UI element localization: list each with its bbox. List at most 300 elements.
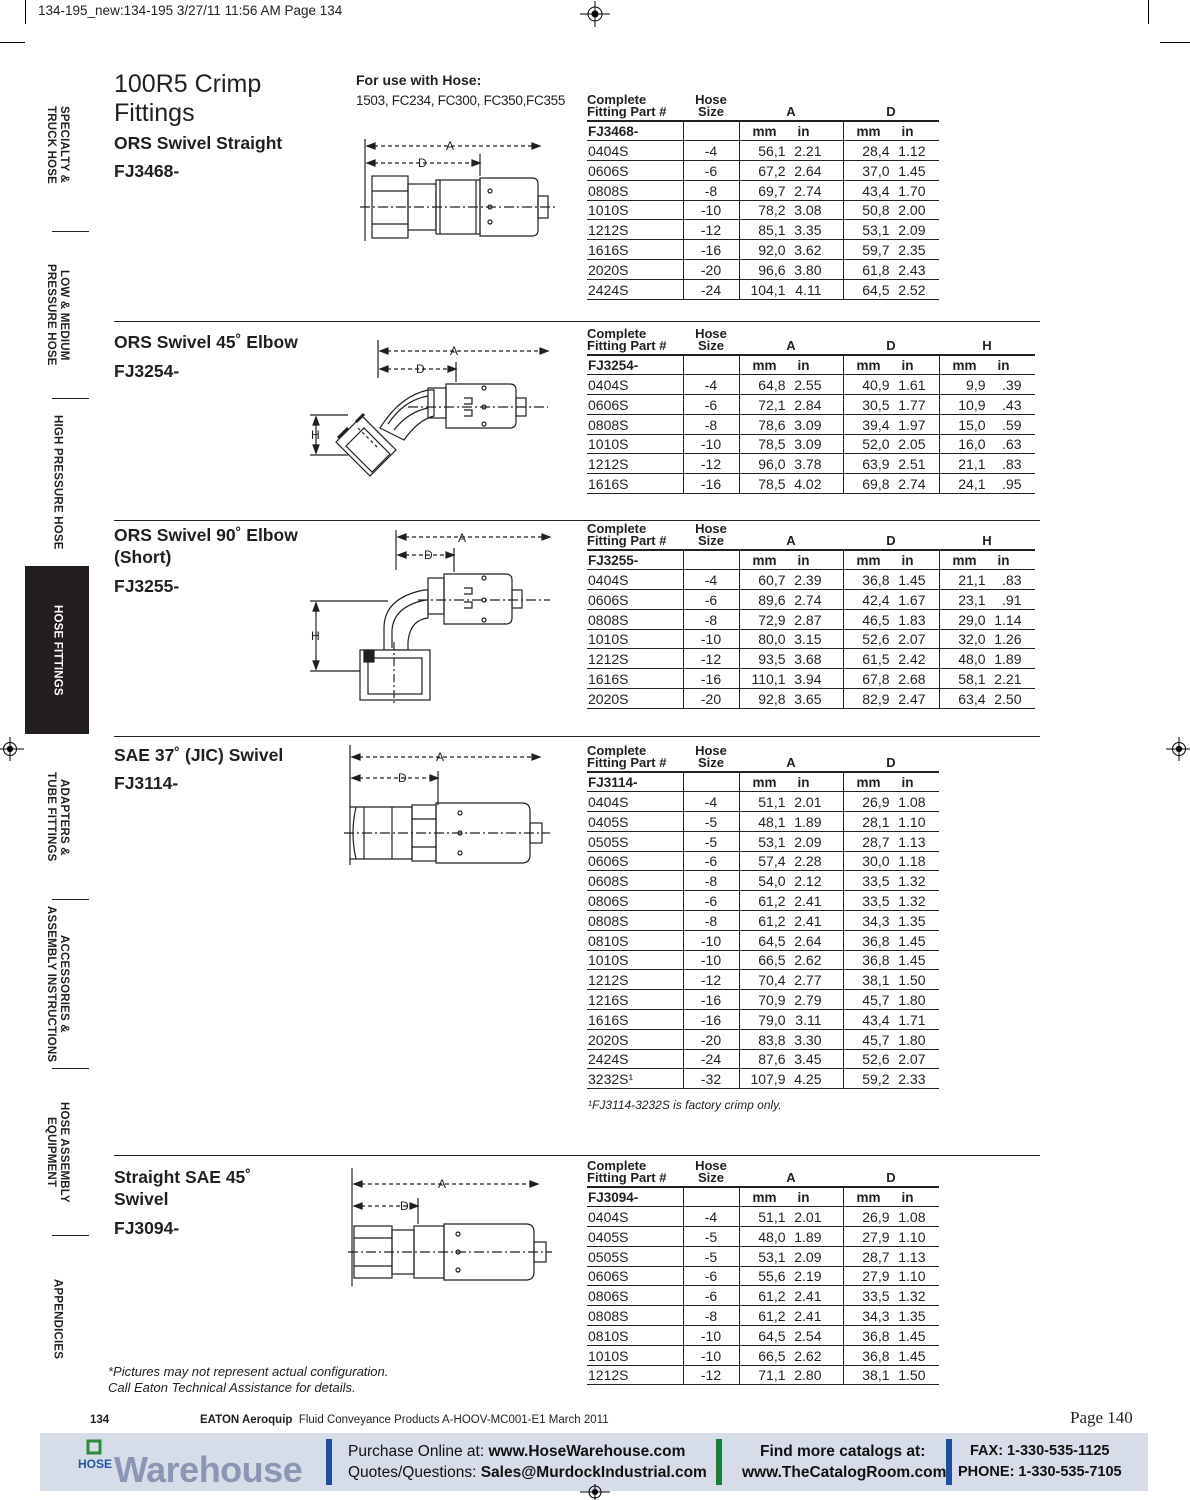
- value-mm: 85,1: [758, 222, 786, 239]
- units-size-cell: [683, 772, 739, 792]
- units-size-cell: [683, 355, 739, 375]
- section-title: ORS Swivel Straight: [114, 133, 283, 153]
- hose-size: -8: [683, 871, 739, 891]
- hose-size: -12: [683, 454, 739, 474]
- dim-h: [939, 590, 1035, 610]
- hose-size: -8: [683, 414, 739, 434]
- value-in: 3.62: [794, 242, 822, 259]
- value-mm: 33,5: [862, 873, 890, 890]
- value-mm: 45,7: [862, 1031, 890, 1048]
- value-in: 2.42: [898, 651, 926, 668]
- value-mm: 79,0: [758, 1011, 786, 1028]
- side-tab-adapters[interactable]: [25, 735, 89, 899]
- dim-a: [739, 669, 843, 689]
- dim-d: [843, 1345, 939, 1365]
- fitting-drawing-ors-90-elbow: [308, 530, 556, 710]
- value-in: 2.64: [794, 162, 822, 179]
- fitting-drawing-ors-straight: [360, 136, 560, 246]
- dim-a: [739, 629, 843, 649]
- units-row: [587, 121, 939, 141]
- value-mm: 78,5: [758, 436, 786, 453]
- catalog-line: [200, 1414, 609, 1426]
- value-in: 1.13: [898, 1248, 926, 1265]
- col-header-d: D: [843, 745, 939, 772]
- part-suffix: 0808S: [587, 414, 683, 434]
- hose-size: -6: [683, 590, 739, 610]
- value-in: 1.45: [898, 162, 926, 179]
- hose-size: -16: [683, 669, 739, 689]
- value-in: 1.32: [898, 873, 926, 890]
- page-title: 100R5 Crimp Fittings: [114, 70, 262, 127]
- table-row: [587, 1010, 939, 1030]
- section-title: ORS Swivel 90˚ Elbow (Short): [114, 525, 298, 567]
- value-in: 1.45: [898, 932, 926, 949]
- dim-a: [739, 609, 843, 629]
- dim-d: [843, 1306, 939, 1326]
- units-size-cell: [683, 121, 739, 141]
- dim-d: [843, 590, 939, 610]
- table-row: [587, 414, 1035, 434]
- hose-size: -8: [683, 1306, 739, 1326]
- value-mm: 28,7: [862, 1248, 890, 1265]
- hose-size: -6: [683, 1286, 739, 1306]
- table-row: [587, 1207, 939, 1227]
- dim-a: [739, 1266, 843, 1286]
- part-suffix: 0404S: [587, 1207, 683, 1227]
- dim-a: [739, 990, 843, 1010]
- value-in: 1.12: [898, 143, 926, 160]
- units-cell: [739, 550, 843, 570]
- table-row: [587, 590, 1035, 610]
- part-suffix: 0806S: [587, 891, 683, 911]
- dim-d: [843, 792, 939, 812]
- value-mm: 24,1: [958, 476, 986, 493]
- dim-a: [739, 200, 843, 220]
- side-tab-hose-fittings[interactable]: [25, 566, 89, 734]
- unit-in: in: [797, 1190, 810, 1206]
- value-in: 1.32: [898, 1288, 926, 1305]
- value-mm: 38,1: [862, 1367, 890, 1384]
- dim-d: [843, 1246, 939, 1266]
- catalogs-link[interactable]: www.TheCatalogRoom.com: [742, 1464, 947, 1481]
- value-mm: 43,4: [862, 182, 890, 199]
- dim-h: [939, 689, 1035, 709]
- fitting-table-fj3114: [587, 745, 939, 1089]
- value-in: 2.68: [898, 671, 926, 688]
- value-mm: 78,5: [758, 476, 786, 493]
- units-cell: [739, 355, 843, 375]
- value-in: 3.65: [794, 690, 822, 707]
- part-suffix: 1010S: [587, 200, 683, 220]
- value-in: 1.26: [994, 631, 1022, 648]
- hose-size: -20: [683, 689, 739, 709]
- value-in: 4.25: [794, 1071, 822, 1088]
- value-in: 2.64: [794, 932, 822, 949]
- table-row: [587, 240, 939, 260]
- value-mm: 34,3: [862, 1308, 890, 1325]
- part-prefix: FJ3114-: [587, 772, 683, 792]
- value-in: 3.11: [795, 1011, 822, 1028]
- units-row: [587, 1187, 939, 1207]
- table-row: [587, 990, 939, 1010]
- value-mm: 82,9: [862, 690, 890, 707]
- value-mm: 96,6: [758, 261, 786, 278]
- unit-in: in: [997, 553, 1010, 569]
- value-mm: 38,1: [862, 972, 890, 989]
- value-in: 1.14: [994, 611, 1022, 628]
- table-row: [587, 1049, 939, 1069]
- table-row: [587, 454, 1035, 474]
- value-in: 3.68: [794, 651, 822, 668]
- part-suffix: 0810S: [587, 930, 683, 950]
- part-suffix: 0806S: [587, 1286, 683, 1306]
- units-cell: [843, 772, 939, 792]
- hose-list: 1503, FC234, FC300, FC350,FC355: [356, 93, 566, 108]
- unit-mm: mm: [752, 1190, 777, 1206]
- dimension-label-h: H: [311, 629, 320, 643]
- value-in: 2.52: [898, 281, 926, 298]
- dim-d: [843, 851, 939, 871]
- value-mm: 53,1: [758, 1248, 786, 1265]
- dim-d: [843, 240, 939, 260]
- dim-d: [843, 990, 939, 1010]
- value-in: 2.87: [794, 611, 822, 628]
- col-header-d: D: [843, 94, 939, 121]
- hose-size: -10: [683, 629, 739, 649]
- value-mm: 64,5: [862, 281, 890, 298]
- table-row: [587, 609, 1035, 629]
- value-in: 2.35: [898, 242, 926, 259]
- units-cell: [739, 121, 843, 141]
- dimension-label-a: A: [438, 1177, 447, 1191]
- dimension-label-d: D: [416, 362, 425, 376]
- part-suffix: 0404S: [587, 570, 683, 590]
- value-mm: 28,4: [862, 143, 890, 160]
- value-in: 1.67: [898, 591, 926, 608]
- value-mm: 67,2: [758, 162, 786, 179]
- hose-size: -10: [683, 1345, 739, 1365]
- value-mm: 46,5: [862, 611, 890, 628]
- table-row: [587, 260, 939, 280]
- value-in: 2.54: [794, 1327, 822, 1344]
- dim-d: [843, 812, 939, 832]
- value-in: 2.41: [794, 1308, 822, 1325]
- logo-big-text: Warehouse: [114, 1449, 303, 1490]
- registration-mark-icon: [1166, 734, 1190, 764]
- table-row: [587, 180, 939, 200]
- value-mm: 27,9: [862, 1228, 890, 1245]
- table-row: [587, 629, 1035, 649]
- value-in: 2.51: [898, 456, 926, 473]
- crop-mark: [1148, 0, 1149, 24]
- dim-h: [939, 649, 1035, 669]
- value-mm: 69,8: [862, 476, 890, 493]
- value-mm: 64,5: [758, 932, 786, 949]
- part-prefix: FJ3254-: [587, 355, 683, 375]
- units-size-cell: [683, 1187, 739, 1207]
- value-mm: 28,7: [862, 833, 890, 850]
- catalog-info: Fluid Conveyance Products A-HOOV-MC001-E1 March 2011: [298, 1414, 609, 1426]
- dim-d: [843, 970, 939, 990]
- unit-in: in: [797, 124, 810, 140]
- value-in: 2.05: [898, 436, 926, 453]
- value-mm: 80,0: [758, 631, 786, 648]
- value-in: 1.50: [898, 1367, 926, 1384]
- value-mm: 64,8: [758, 377, 786, 394]
- table-row: [587, 812, 939, 832]
- table-row: [587, 570, 1035, 590]
- part-suffix: 0808S: [587, 609, 683, 629]
- dim-h: [939, 609, 1035, 629]
- value-mm: 26,9: [862, 794, 890, 811]
- value-mm: 50,8: [862, 202, 890, 219]
- dim-a: [739, 375, 843, 395]
- part-suffix: 3232S¹: [587, 1069, 683, 1089]
- fitting-table-fj3255: [587, 523, 1035, 709]
- table-row: [587, 1266, 939, 1286]
- part-suffix: 1212S: [587, 970, 683, 990]
- value-mm: 10,9: [958, 396, 986, 413]
- registration-mark-icon: [580, 1, 610, 27]
- disclaimer: *Pictures may not represent actual configuration. Call Eaton Technical Assistance for details.: [108, 1364, 389, 1395]
- dim-a: [739, 871, 843, 891]
- value-in: 2.21: [994, 671, 1022, 688]
- value-in: 2.43: [898, 261, 926, 278]
- dim-d: [843, 1266, 939, 1286]
- section-divider: [114, 736, 1040, 737]
- quotes-email-link[interactable]: Sales@MurdockIndustrial.com: [480, 1464, 707, 1481]
- value-in: 2.41: [794, 1288, 822, 1305]
- dim-d: [843, 871, 939, 891]
- dimension-label-a: A: [450, 344, 459, 358]
- value-in: 2.74: [794, 182, 822, 199]
- phone-number[interactable]: PHONE: 1-330-535-7105: [958, 1464, 1122, 1480]
- value-mm: 72,9: [758, 611, 786, 628]
- dim-a: [739, 1345, 843, 1365]
- units-cell: [843, 355, 939, 375]
- dim-a: [739, 970, 843, 990]
- dim-a: [739, 1010, 843, 1030]
- fitting-table-fj3468: [587, 94, 939, 300]
- units-cell: [843, 121, 939, 141]
- hose-size: -10: [683, 434, 739, 454]
- unit-mm: mm: [752, 553, 777, 569]
- table-footnote: ¹FJ3114-3232S is factory crimp only.: [588, 1098, 782, 1112]
- units-cell: [739, 772, 843, 792]
- value-mm: 61,5: [862, 651, 890, 668]
- part-suffix: 1616S: [587, 669, 683, 689]
- table-row: [587, 220, 939, 240]
- part-suffix: 2020S: [587, 689, 683, 709]
- value-in: 2.07: [898, 1051, 926, 1068]
- unit-in: in: [797, 553, 810, 569]
- side-tab-label: APPENDICIES: [51, 1278, 64, 1360]
- dim-a: [739, 240, 843, 260]
- value-in: 3.30: [794, 1031, 822, 1048]
- value-mm: 67,8: [862, 671, 890, 688]
- value-in: 1.89: [994, 651, 1022, 668]
- part-suffix: 1616S: [587, 240, 683, 260]
- hose-size: -4: [683, 570, 739, 590]
- dim-a: [739, 649, 843, 669]
- unit-mm: mm: [752, 358, 777, 374]
- hose-size: -20: [683, 1029, 739, 1049]
- quotes-line: [348, 1462, 707, 1483]
- unit-mm: mm: [856, 124, 881, 140]
- col-header-part: Complete Fitting Part #: [587, 328, 683, 355]
- dim-d: [843, 260, 939, 280]
- col-header-a: A: [739, 745, 843, 772]
- side-tab-label: HOSE FITTINGS: [51, 604, 64, 696]
- value-mm: 59,2: [862, 1071, 890, 1088]
- table-row: [587, 1286, 939, 1306]
- value-mm: 63,9: [862, 456, 890, 473]
- value-in: .83: [1002, 572, 1022, 589]
- dim-a: [739, 1306, 843, 1326]
- logo-small-text: HOSE: [78, 1457, 113, 1471]
- value-in: 4.11: [795, 281, 822, 298]
- table-row: [587, 1246, 939, 1266]
- value-in: 1.10: [898, 1268, 926, 1285]
- dim-a: [739, 950, 843, 970]
- value-in: 1.71: [898, 1011, 926, 1028]
- col-header-d: D: [843, 1160, 939, 1187]
- page-number: 134: [90, 1414, 110, 1426]
- dim-d: [843, 1365, 939, 1385]
- value-in: .95: [1002, 476, 1022, 493]
- dim-d: [843, 950, 939, 970]
- hose-size: -4: [683, 375, 739, 395]
- col-header-size: Hose Size: [683, 1160, 739, 1187]
- dim-h: [939, 395, 1035, 415]
- section-part-number: FJ3114-: [114, 773, 179, 793]
- unit-mm: mm: [856, 358, 881, 374]
- value-in: 2.01: [794, 1209, 822, 1226]
- part-suffix: 1212S: [587, 220, 683, 240]
- value-in: .63: [1002, 436, 1022, 453]
- table-row: [587, 1306, 939, 1326]
- part-suffix: 2020S: [587, 1029, 683, 1049]
- dim-h: [939, 375, 1035, 395]
- value-mm: 54,0: [758, 873, 786, 890]
- side-tab-assembly-equipment[interactable]: [25, 1069, 89, 1235]
- value-in: 2.09: [898, 222, 926, 239]
- part-suffix: 0606S: [587, 161, 683, 181]
- value-in: 3.80: [794, 261, 822, 278]
- dim-a: [739, 1049, 843, 1069]
- part-suffix: 0405S: [587, 812, 683, 832]
- quotes-label: Quotes/Questions:: [348, 1464, 481, 1481]
- part-suffix: 1212S: [587, 454, 683, 474]
- hose-label: For use with Hose:: [356, 72, 482, 88]
- part-suffix: 2424S: [587, 279, 683, 299]
- unit-mm: mm: [952, 553, 977, 569]
- dim-d: [843, 891, 939, 911]
- value-in: 3.08: [794, 202, 822, 219]
- part-suffix: 0404S: [587, 141, 683, 161]
- side-tab-label: ADAPTERS & TUBE FITTINGS: [45, 772, 70, 862]
- value-mm: 87,6: [758, 1051, 786, 1068]
- unit-mm: mm: [856, 553, 881, 569]
- value-in: 3.35: [794, 222, 822, 239]
- part-suffix: 2020S: [587, 260, 683, 280]
- table-row: [587, 1345, 939, 1365]
- dim-a: [739, 1029, 843, 1049]
- value-mm: 51,1: [758, 1209, 786, 1226]
- hose-size: -32: [683, 1069, 739, 1089]
- value-in: .91: [1002, 591, 1022, 608]
- value-mm: 59,7: [862, 242, 890, 259]
- side-tab-specialty[interactable]: [25, 60, 89, 230]
- dim-d: [843, 1069, 939, 1089]
- value-mm: 33,5: [862, 1288, 890, 1305]
- side-tab-label: HIGH PRESSURE HOSE: [51, 414, 64, 550]
- units-cell: [939, 355, 1035, 375]
- side-tab-accessories[interactable]: [25, 900, 89, 1068]
- value-mm: 36,8: [862, 572, 890, 589]
- value-in: .83: [1002, 456, 1022, 473]
- dim-d: [843, 930, 939, 950]
- dim-d: [843, 141, 939, 161]
- dim-d: [843, 669, 939, 689]
- value-mm: 89,6: [758, 591, 786, 608]
- section-divider: [114, 1155, 1040, 1156]
- value-in: 1.08: [898, 794, 926, 811]
- value-mm: 107,9: [750, 1071, 786, 1088]
- side-tab-low-medium[interactable]: [25, 232, 89, 398]
- purchase-link[interactable]: www.HoseWarehouse.com: [488, 1443, 686, 1460]
- col-header-a: A: [739, 94, 843, 121]
- table-row: [587, 950, 939, 970]
- side-tab-high-pressure[interactable]: [25, 399, 89, 565]
- value-mm: 66,5: [758, 1347, 786, 1364]
- part-suffix: 0606S: [587, 1266, 683, 1286]
- dimension-label-d: D: [418, 156, 427, 170]
- side-tab-appendicies[interactable]: [25, 1236, 89, 1402]
- value-mm: 45,7: [862, 992, 890, 1009]
- value-mm: 96,0: [758, 456, 786, 473]
- value-in: 1.08: [898, 1209, 926, 1226]
- col-header-size: Hose Size: [683, 523, 739, 550]
- value-in: 1.35: [898, 912, 926, 929]
- value-mm: 52,6: [862, 631, 890, 648]
- dim-d: [843, 474, 939, 494]
- value-in: 3.94: [794, 671, 822, 688]
- value-mm: 26,9: [862, 1209, 890, 1226]
- section-part-number: FJ3468-: [114, 161, 180, 181]
- dim-a: [739, 220, 843, 240]
- hose-size: -8: [683, 911, 739, 931]
- part-suffix: 0810S: [587, 1326, 683, 1346]
- value-mm: 104,1: [750, 281, 786, 298]
- value-in: 2.62: [794, 1347, 822, 1364]
- value-in: 2.55: [794, 377, 822, 394]
- value-mm: 70,4: [758, 972, 786, 989]
- part-suffix: 1616S: [587, 474, 683, 494]
- value-mm: 58,1: [958, 671, 986, 688]
- value-in: 1.89: [794, 813, 822, 830]
- value-mm: 78,6: [758, 416, 786, 433]
- value-in: 2.09: [794, 833, 822, 850]
- dim-d: [843, 161, 939, 181]
- value-in: 2.01: [794, 794, 822, 811]
- dim-d: [843, 1049, 939, 1069]
- table-row: [587, 689, 1035, 709]
- dim-h: [939, 454, 1035, 474]
- col-header-part: Complete Fitting Part #: [587, 1160, 683, 1187]
- table-row: [587, 930, 939, 950]
- part-suffix: 0606S: [587, 590, 683, 610]
